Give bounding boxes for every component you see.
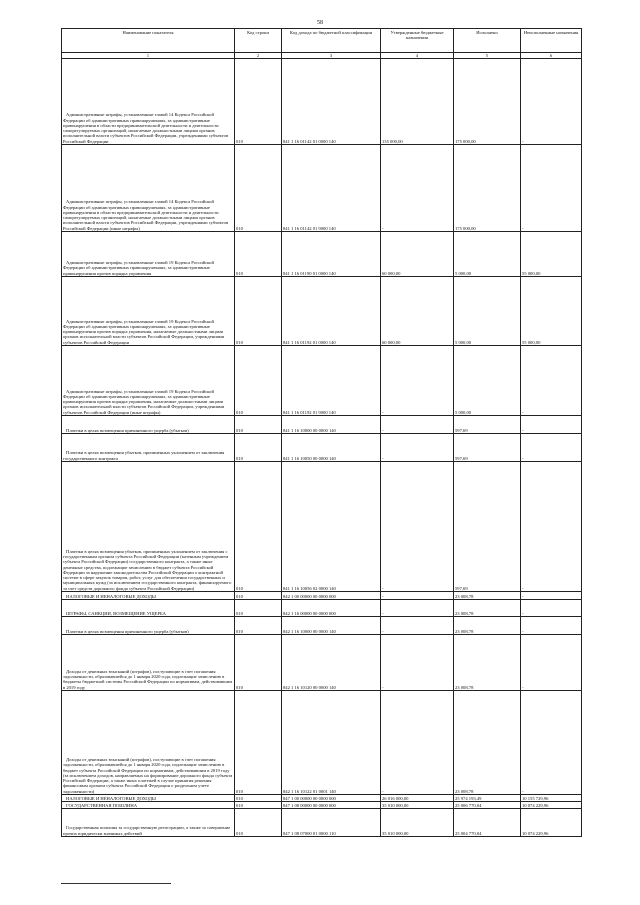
row-kbk: 841 1 16 10050 00 0000 140 bbox=[282, 434, 381, 462]
header-code-row: Код строки bbox=[235, 29, 282, 53]
table-row bbox=[62, 232, 582, 277]
row-executed: 5 000,00 bbox=[454, 346, 521, 416]
row-name: НАЛОГОВЫЕ И НЕНАЛОГОВЫЕ ДОХОДЫ bbox=[62, 592, 235, 600]
table-row bbox=[62, 346, 582, 416]
row-code: 010 bbox=[235, 635, 282, 691]
row-unexecuted: - bbox=[521, 59, 582, 145]
row-approved: - bbox=[381, 462, 454, 592]
row-unexecuted: - bbox=[521, 635, 582, 691]
income-report-table bbox=[61, 28, 582, 837]
row-code: 010 bbox=[235, 462, 282, 592]
table-row bbox=[62, 802, 582, 809]
row-code: 010 bbox=[235, 277, 282, 346]
table-row bbox=[62, 277, 582, 346]
row-code: 010 bbox=[235, 434, 282, 462]
table-row bbox=[62, 691, 582, 795]
row-unexecuted: - bbox=[521, 600, 582, 617]
row-kbk: 847 1 00 00000 00 0000 000 bbox=[282, 795, 381, 802]
row-approved: - bbox=[381, 145, 454, 232]
row-unexecuted: 10 155 729,96 bbox=[521, 795, 582, 802]
row-executed: 25 004 770,04 bbox=[454, 809, 521, 837]
row-name: НАЛОГОВЫЕ И НЕНАЛОГОВЫЕ ДОХОДЫ bbox=[62, 795, 235, 802]
row-executed: 5 000,00 bbox=[454, 232, 521, 277]
row-name: Административные штрафы, установленные главой 14 Кодекса Российской Федерации об административных правонарушениях, за административные правонарушения в области предпринимательской деятельности и деятельности саморегулируемых организаций, налагаемые должностными лицами органов исполнительной власти субъектов Российской Федерации, учреждениями субъектов Российской Федерации (иные штрафы) bbox=[62, 145, 235, 232]
row-approved: 60 000,00 bbox=[381, 232, 454, 277]
row-executed: 25 974 193,49 bbox=[454, 795, 521, 802]
row-kbk: 842 1 00 00000 00 0000 000 bbox=[282, 592, 381, 600]
table-row bbox=[62, 809, 582, 837]
row-kbk: 842 1 16 10000 00 0000 140 bbox=[282, 617, 381, 635]
row-name: Платежи в целях возмещения убытков, причиненных уклонением от заключения с государственным органом субъекта Российской Федерации (казенным учреждением субъекта Российской Федерации) государственного контракта, а также иные денежные средства, подлежащие зачислению в бюджет субъекта Российской Федерации за нарушение законодательства Российской Федерации о контрактной системе в сфере закупок товаров, работ, услуг для обеспечения государственных и муниципальных нужд (за исключением государственного контракта, финансируемого за счет средств дорожного фонда субъекта Российской Федерации) bbox=[62, 462, 235, 592]
row-unexecuted: 10 074 229,96 bbox=[521, 809, 582, 837]
row-name: ГОСУДАРСТВЕННАЯ ПОШЛИНА bbox=[62, 802, 235, 809]
row-name: Доходы от денежных взысканий (штрафов), поступающие в счет погашения задолженности, образовавшейся до 1 января 2020 года, подлежащие зачислению в бюджет субъекта Российской Федерации по нормативам, действовавшим в 2019 году (за исключением доходов, направляемых на формирование дорожного фонда субъекта Российской Федерации, а также иных платежей в случае принятия решения финансовым органом субъекта Российской Федерации о раздельном учете задолженности) bbox=[62, 691, 235, 795]
page-number: 58 bbox=[317, 20, 323, 26]
row-code: 010 bbox=[235, 145, 282, 232]
row-approved: - bbox=[381, 635, 454, 691]
row-kbk: 841 1 16 10056 02 0000 140 bbox=[282, 462, 381, 592]
table-row bbox=[62, 462, 582, 592]
table-row bbox=[62, 795, 582, 802]
row-executed: 23 008,78 bbox=[454, 600, 521, 617]
row-name: Государственная пошлина за государственную регистрацию, а также за совершение прочих юридически значимых действий bbox=[62, 809, 235, 837]
table-row bbox=[62, 145, 582, 232]
row-name: Доходы от денежных взысканий (штрафов), поступающие в счет погашения задолженности, образовавшейся до 1 января 2020 года, подлежащие зачислению в бюджеты бюджетной системы Российской Федерации по нормативам, действовавшим в 2019 году bbox=[62, 635, 235, 691]
row-code: 010 bbox=[235, 617, 282, 635]
row-kbk: 841 1 16 01192 01 0000 140 bbox=[282, 277, 381, 346]
header-row bbox=[62, 29, 582, 53]
row-kbk: 841 1 16 01190 01 0000 140 bbox=[282, 232, 381, 277]
table-row bbox=[62, 416, 582, 434]
row-approved: - bbox=[381, 434, 454, 462]
row-unexecuted: - bbox=[521, 462, 582, 592]
footer-divider bbox=[61, 883, 171, 884]
row-executed: 23 008,78 bbox=[454, 592, 521, 600]
row-kbk: 842 1 16 10122 01 0001 140 bbox=[282, 691, 381, 795]
column-number: 3 bbox=[282, 53, 381, 59]
row-kbk: 847 1 08 00000 00 0000 000 bbox=[282, 802, 381, 809]
row-name: Административные штрафы, установленные главой 19 Кодекса Российской Федерации об административных правонарушениях, за административные правонарушения против порядка управления, налагаемые должностными лицами органов исполнительной власти субъектов Российской Федерации, учреждениями субъектов Российской Федерации bbox=[62, 277, 235, 346]
column-number: 6 bbox=[521, 53, 582, 59]
column-number: 5 bbox=[454, 53, 521, 59]
row-executed: 597,69 bbox=[454, 434, 521, 462]
header-executed: Исполнено bbox=[454, 29, 521, 53]
row-executed: 5 000,00 bbox=[454, 277, 521, 346]
row-approved: - bbox=[381, 592, 454, 600]
row-unexecuted: - bbox=[521, 617, 582, 635]
header-name: Наименование показателя bbox=[62, 29, 235, 53]
row-approved: - bbox=[381, 691, 454, 795]
table-row bbox=[62, 592, 582, 600]
row-kbk: 841 1 16 01142 01 9000 140 bbox=[282, 145, 381, 232]
column-number: 2 bbox=[235, 53, 282, 59]
row-kbk: 841 1 16 01192 01 9000 140 bbox=[282, 346, 381, 416]
row-kbk: 842 1 16 10120 00 0000 140 bbox=[282, 635, 381, 691]
header-code-income: Код дохода по бюджетной классификации bbox=[282, 29, 381, 53]
table-row bbox=[62, 600, 582, 617]
table-row bbox=[62, 434, 582, 462]
row-unexecuted: 55 000,00 bbox=[521, 277, 582, 346]
row-unexecuted: 55 000,00 bbox=[521, 232, 582, 277]
row-name: Платежи в целях возмещения причиненного ущерба (убытков) bbox=[62, 617, 235, 635]
row-executed: 23 008,78 bbox=[454, 691, 521, 795]
row-unexecuted: 10 074 229,96 bbox=[521, 802, 582, 809]
row-name: Административные штрафы, установленные главой 19 Кодекса Российской Федерации об административных правонарушениях, за административные правонарушения против порядка управления, налагаемые должностными лицами органов исполнительной власти субъектов Российской Федерации, учреждениями субъектов Российской Федерации (иные штрафы) bbox=[62, 346, 235, 416]
row-unexecuted: - bbox=[521, 416, 582, 434]
column-number: 4 bbox=[381, 53, 454, 59]
row-code: 010 bbox=[235, 59, 282, 145]
row-approved: - bbox=[381, 600, 454, 617]
row-executed: 23 008,78 bbox=[454, 635, 521, 691]
row-code: 010 bbox=[235, 809, 282, 837]
row-code: 010 bbox=[235, 346, 282, 416]
row-executed: 175 000,00 bbox=[454, 59, 521, 145]
row-approved: 26 016 000,00 bbox=[381, 795, 454, 802]
row-approved: 35 010 000,00 bbox=[381, 802, 454, 809]
row-name: Административные штрафы, установленные главой 14 Кодекса Российской Федерации об административных правонарушениях, за административные правонарушения в области предпринимательской деятельности и деятельности саморегулируемых организаций, налагаемые должностными лицами органов исполнительной власти субъектов Российской Федерации, учреждениями субъектов Российской Федерации bbox=[62, 59, 235, 145]
table-row bbox=[62, 59, 582, 145]
row-kbk: 841 1 16 10000 00 0000 140 bbox=[282, 416, 381, 434]
row-approved: - bbox=[381, 617, 454, 635]
row-unexecuted: - bbox=[521, 592, 582, 600]
row-name: Платежи в целях возмещения причиненного ущерба (убытков) bbox=[62, 416, 235, 434]
header-approved: Утвержденные бюджетные назначения bbox=[381, 29, 454, 53]
row-executed: 597,69 bbox=[454, 416, 521, 434]
row-executed: 23 008,78 bbox=[454, 617, 521, 635]
row-code: 010 bbox=[235, 802, 282, 809]
row-code: 010 bbox=[235, 600, 282, 617]
row-approved: 60 000,00 bbox=[381, 277, 454, 346]
row-unexecuted: - bbox=[521, 691, 582, 795]
row-approved: 35 010 000,00 bbox=[381, 809, 454, 837]
row-unexecuted: - bbox=[521, 434, 582, 462]
row-name: Платежи в целях возмещения убытков, причиненных уклонением от заключения государственного контракта bbox=[62, 434, 235, 462]
row-executed: 175 000,00 bbox=[454, 145, 521, 232]
row-kbk: 841 1 16 01142 01 0000 140 bbox=[282, 59, 381, 145]
column-number: 1 bbox=[62, 53, 235, 59]
row-approved: - bbox=[381, 416, 454, 434]
row-unexecuted: - bbox=[521, 346, 582, 416]
row-name: Административные штрафы, установленные главой 19 Кодекса Российской Федерации об административных правонарушениях, за административные правонарушения против порядка управления bbox=[62, 232, 235, 277]
row-code: 010 bbox=[235, 795, 282, 802]
table-row bbox=[62, 617, 582, 635]
row-code: 010 bbox=[235, 232, 282, 277]
row-code: 010 bbox=[235, 592, 282, 600]
row-executed: 597,69 bbox=[454, 462, 521, 592]
row-code: 010 bbox=[235, 691, 282, 795]
row-unexecuted: - bbox=[521, 145, 582, 232]
header-unexecuted: Неисполненные назначения bbox=[521, 29, 582, 53]
row-kbk: 842 1 16 00000 00 0000 000 bbox=[282, 600, 381, 617]
row-code: 010 bbox=[235, 416, 282, 434]
row-approved: - bbox=[381, 346, 454, 416]
row-name: ШТРАФЫ, САНКЦИИ, ВОЗМЕЩЕНИЕ УЩЕРБА bbox=[62, 600, 235, 617]
row-kbk: 847 1 08 07000 01 0000 110 bbox=[282, 809, 381, 837]
table-row bbox=[62, 635, 582, 691]
row-executed: 25 006 770,04 bbox=[454, 802, 521, 809]
row-approved: 135 000,00 bbox=[381, 59, 454, 145]
